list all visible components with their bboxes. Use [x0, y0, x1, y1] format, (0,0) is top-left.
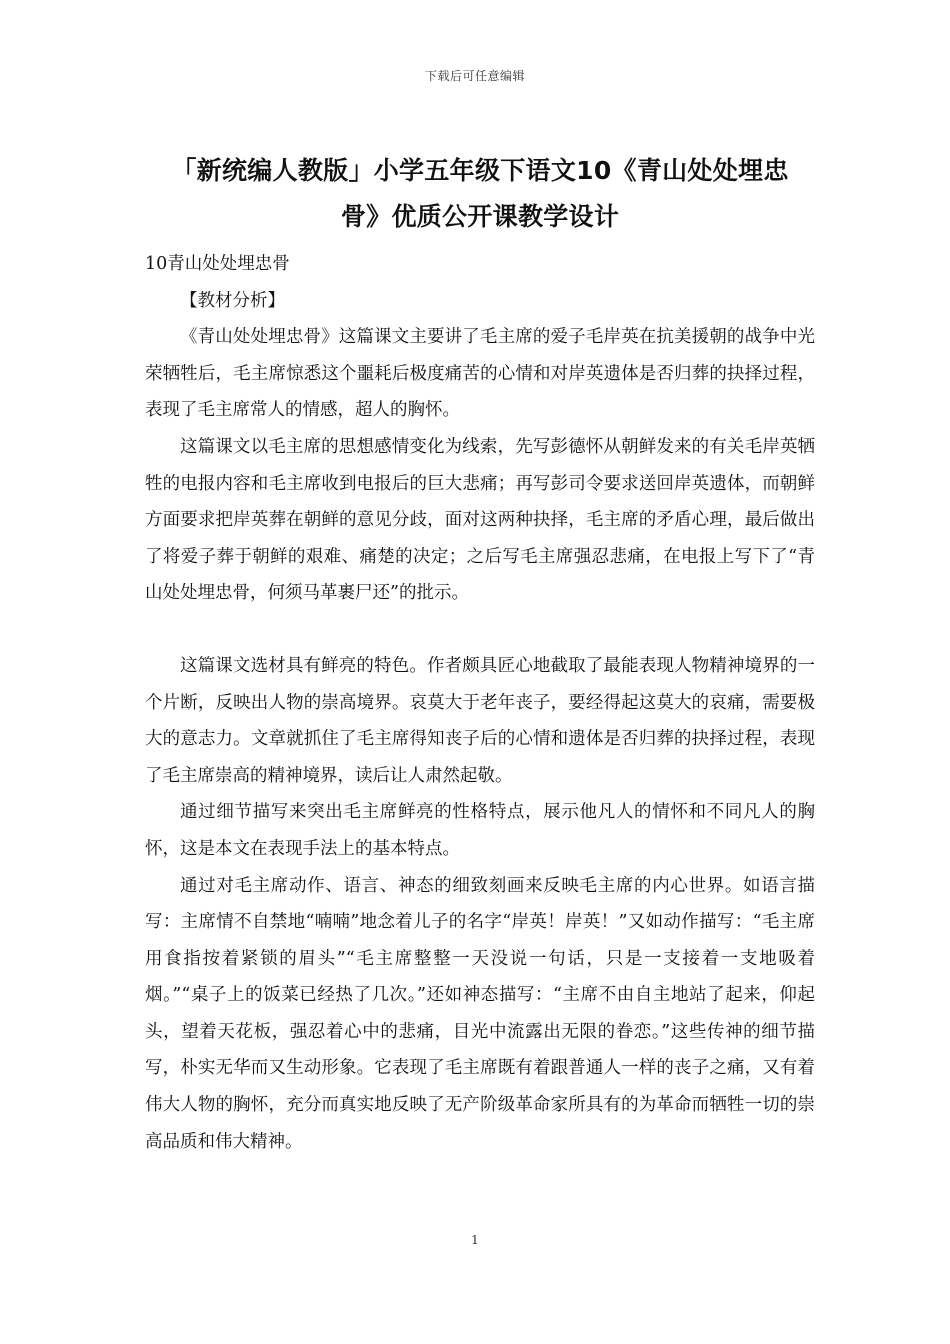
- paragraph-3: 这篇课文选材具有鲜亮的特色。作者颇具匠心地截取了最能表现人物精神境界的一个片断，反映出人物的崇高境界。哀莫大于老年丧子，要经得起这莫大的哀痛，需要极大的意志力。文章就抓住了毛主席得知丧子后的心情和遗体是否归葬的抉择过程，表现了毛主席崇高的精神境界，读后让人肃然起敬。: [145, 655, 815, 786]
- paragraph-1: 《青山处处埋忠骨》这篇课文主要讲了毛主席的爱子毛岸英在抗美援朝的战争中光荣牺牲后，毛主席惊悉这个噩耗后极度痛苦的心情和对岸英遗体是否归葬的抉择过程，表现了毛主席常人的情感，超人的胸怀。: [145, 327, 815, 421]
- page-header: 下载后可任意编辑: [424, 69, 525, 83]
- section-heading: 【教材分析】: [180, 290, 285, 311]
- page-number: 1: [471, 1233, 479, 1247]
- paragraph-2: 这篇课文以毛主席的思想感情变化为线索，先写彭德怀从朝鲜发来的有关毛岸英牺牲的电报内容和毛主席收到电报后的巨大悲痛；再写彭司令要求送回岸英遗体，而朝鲜方面要求把岸英葬在朝鲜的意见分歧，面对这两种抉择，毛主席的矛盾心理，最后做出了将爱子葬于朝鲜的艰难、痛楚的决定；之后写毛主席强忍悲痛，在电报上写下了“青山处处埋忠骨，何须马革裹尸还”的批示。: [145, 436, 815, 604]
- lesson-heading: 10青山处处埋忠骨: [145, 254, 290, 274]
- document-title: 「新统编人教版」小学五年级下语文10《青山处处埋忠骨》优质公开课教学设计: [171, 156, 789, 231]
- document-body: [145, 246, 815, 1160]
- paragraph-5: 通过对毛主席动作、语言、神态的细致刻画来反映毛主席的内心世界。如语言描写：主席情不自禁地“喃喃”地念着儿子的名字“岸英！岸英！”又如动作描写：“毛主席用食指按着紧锁的眉头”“毛主席整整一天没说一句话，只是一支接着一支地吸着烟。”“桌子上的饭菜已经热了几次。”还如神态描写：“主席不由自主地站了起来，仰起头，望着天花板，强忍着心中的悲痛，目光中流露出无限的眷恋。”这些传神的细节描写，朴实无华而又生动形象。它表现了毛主席既有着跟普通人一样的丧子之痛，又有着伟大人物的胸怀，充分而真实地反映了无产阶级革命家所具有的为革命而牺牲一切的崇高品质和伟大精神。: [145, 875, 815, 1152]
- paragraph-4: 通过细节描写来突出毛主席鲜亮的性格特点，展示他凡人的情怀和不同凡人的胸怀，这是本文在表现手法上的基本特点。: [145, 802, 815, 859]
